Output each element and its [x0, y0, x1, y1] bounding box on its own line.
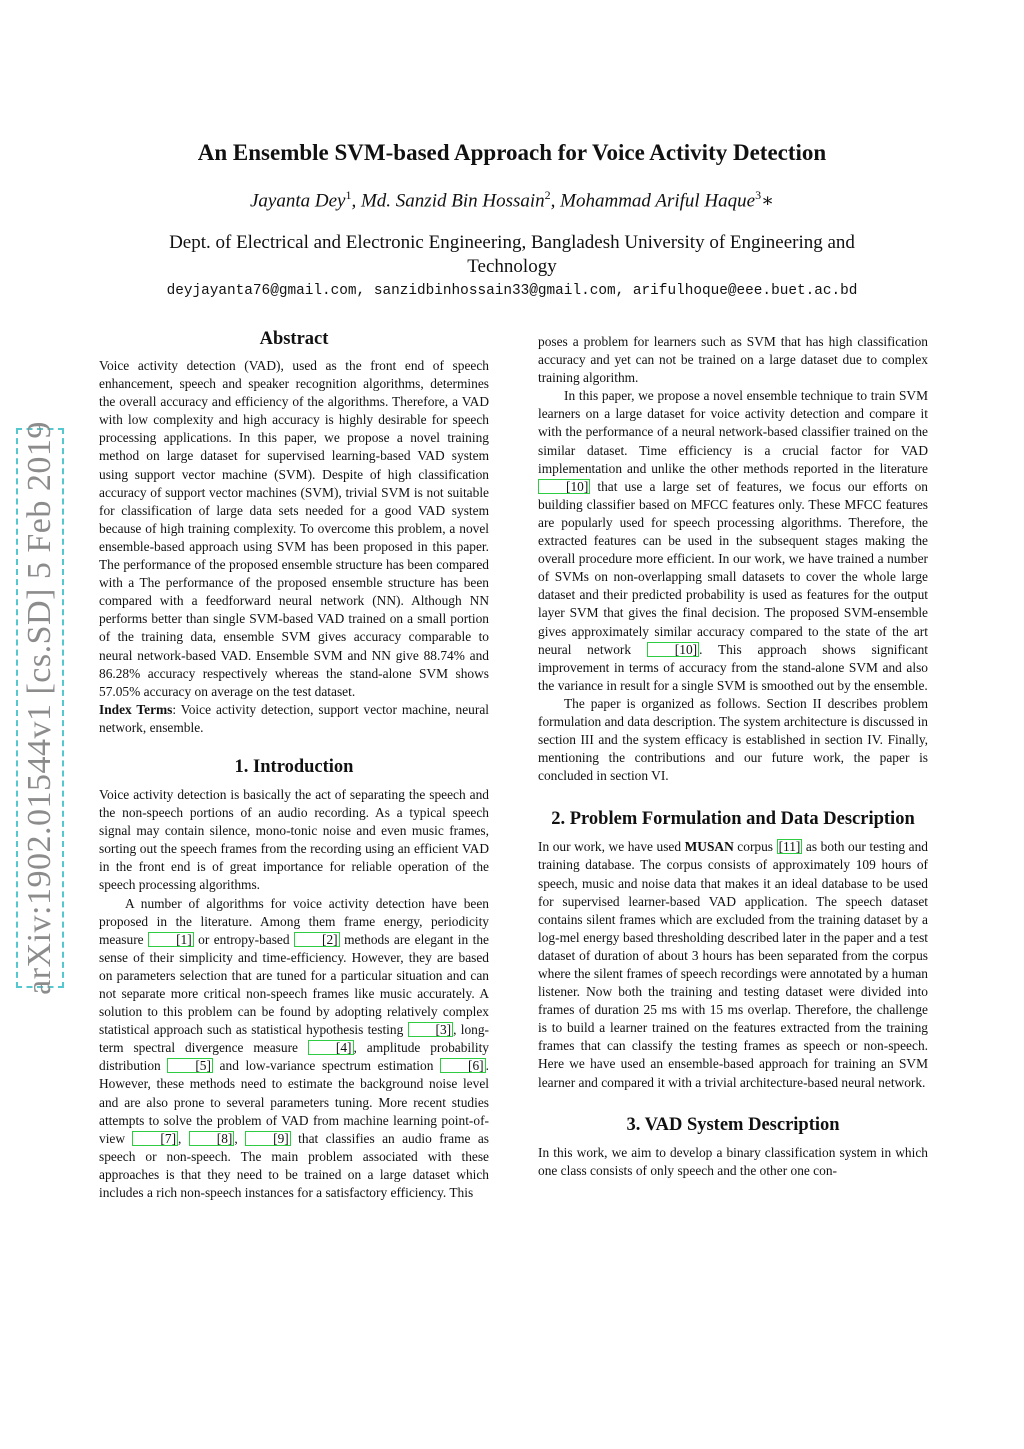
text-run: corpus [733, 839, 777, 855]
text-run: as both our testing and training database. The corpus consists of approximately 109 hours of speech, music and noise data that makes it an ideal database to be used for supervised learner-based VAD application. The speech dataset contains silent frames which are excluded from the training dataset by a log-mel energy based thresholding described later in the paper and a test dataset of duration of about 3 hours has been separated from the corpus where the silent frames of speech recordings were annotated by a human listener. Now both the training and testing dataset were divided into frames of duration 25 ms with 15 ms overlap. Therefore, the challenge is to build a learner trained on the features extracted from the training frames that can classify the testing frames as speech or non-speech. Here we have used an ensemble-based approach for training an SVM learner and compared it with a trivial architecture-based neural network. [538, 839, 928, 1090]
author-affiliation-mark: 2 [544, 188, 551, 202]
text-run: In our work, we have used [538, 839, 685, 855]
vad-system-paragraph: In this work, we aim to develop a binary classification system in which one class consists of only speech and the other one con- [538, 1144, 928, 1178]
author-emails: deyjayanta76@gmail.com, sanzidbinhossain33@gmail.com, arifulhoque@eee.buet.ac.bd [166, 283, 858, 299]
text-run: methods are elegant in the sense of their simplicity and time-efficiency. However, they are based on parameters selection that are tuned for a particular situation and can not separate more critical non-speech frames like music accurately. A solution to this problem can be found by adopting relatively complex statistical approach such as statistical hypothesis testing [99, 931, 489, 1038]
citation-link[interactable]: [10] [538, 479, 590, 494]
problem-formulation-heading: 2. Problem Formulation and Data Description [551, 809, 915, 830]
text-run: or entropy-based [193, 931, 295, 947]
index-terms [99, 701, 489, 737]
intro-paragraph-2 [99, 895, 489, 1203]
text-run: In this paper, we propose a novel ensemble technique to train SVM learners on a large dataset for voice activity detection and compare it with the performance of a neural network-based classifier trained on the similar dataset. Time efficiency is a crucial factor for VAD implementation and unlike the other methods reported in the literature [538, 388, 928, 476]
citation-link[interactable]: [9] [245, 1131, 291, 1146]
problem-formulation-paragraph [538, 838, 928, 1091]
index-terms-text: : Voice activity detection, support vector machine, neural network, ensemble. [99, 701, 489, 735]
text-run: . This approach shows significant improvement in terms of accuracy from the stand-alone SVM and also the variance in result for a single SVM is smoothed out by the ensemble. [538, 641, 928, 693]
text-run: A number of algorithms for voice activity detection have been proposed in the literature. Among them frame energy, periodicity measure [99, 895, 489, 947]
abstract-heading: Abstract [259, 329, 329, 349]
introduction-heading: 1. Introduction [234, 756, 354, 777]
citation-link[interactable]: [10] [647, 642, 699, 657]
text-run: that use a large set of features, we focus our efforts on building classifier based on MFCC features only. These MFCC features are popularly used for speech processing algorithms. Therefore, the extracted features can be used in the subsequent stages making the overall procedure more efficient. In our work, we have trained a number of SVMs on non-overlapping small datasets to cover the whole large dataset and their predicted probability is used as features for the output layer SVM that gives the final decision. The proposed SVM-ensemble gives approximately similar accuracy compared to the state of the art neural network [538, 478, 928, 657]
author-name: Md. Sanzid Bin Hossain [360, 190, 545, 212]
text-run: , [178, 1130, 189, 1146]
citation-link[interactable]: [5] [167, 1058, 213, 1073]
arxiv-identifier: arXiv:1902.01544v1 [cs.SD] 5 Feb 2019 [21, 421, 58, 995]
citation-link[interactable]: [8] [189, 1131, 235, 1146]
text-run: . However, these methods need to estimate the background noise level and are also prone to several parameters tuning. More recent studies attempts to solve the problem of VAD from machine learning point-of-view [99, 1058, 489, 1146]
intro-paragraph-3 [538, 387, 928, 695]
intro-paragraph-1: Voice activity detection is basically the act of separating the speech and the non-speech portions of an audio recording. As a typical speech signal may contain silence, mono-tonic noise and even music frames, sorting out the speech frames from the recording using an efficient VAD in the front end is of great importance for reliable operation of the speech processing algorithms. [99, 786, 489, 893]
arxiv-identifier-box [16, 421, 64, 995]
citation-link[interactable]: [7] [132, 1131, 178, 1146]
right-column [538, 333, 928, 1180]
author-name: Mohammad Ariful Haque [560, 190, 756, 212]
text-run: , [234, 1130, 246, 1146]
corresponding-author-mark: ∗ [761, 190, 774, 212]
author-affiliation-mark: 1 [345, 188, 352, 202]
citation-link[interactable]: [6] [440, 1058, 486, 1073]
abstract-text: Voice activity detection (VAD), used as the front end of speech enhancement, speech and speaker recognition algorithms, determines the overall accuracy and efficiency of the algorithms. Therefore, a VAD with low complexity and high accuracy is highly desirable for speech processing applications. In this paper, we propose a novel training method on large dataset for supervised learning-based VAD system using support vector machine (SVM). Despite of high classification accuracy of support vector machines (SVM), trivial SVM is not suitable for classification of large data sets needed for a good VAD system because of high training complexity. To overcome this problem, a novel ensemble-based approach using SVM has been proposed in this paper. The performance of the proposed ensemble structure has been compared with a The performance of the proposed ensemble structure has been compared with a feedforward neural network (NN). Although NN performs better than single SVM-based VAD trained on a small portion of the training data, ensemble SVM gives accuracy comparable to neural network-based VAD. Ensemble SVM and NN give 88.74% and 86.28% accuracy respectively whereas the stand-alone SVM shows 57.05% accuracy on average on the test dataset. [99, 358, 489, 699]
left-column [99, 328, 489, 1202]
paper-title: An Ensemble SVM-based Approach for Voice Activity Detection [197, 140, 827, 165]
citation-link[interactable]: [4] [308, 1040, 354, 1055]
text-run: , amplitude probability distribution [99, 1040, 489, 1074]
citation-link[interactable]: [2] [294, 932, 340, 947]
citation-link[interactable]: [1] [148, 932, 194, 947]
author-separator: , [351, 190, 361, 212]
vad-system-heading: 3. VAD System Description [626, 1114, 840, 1135]
author-name: Jayanta Dey [249, 190, 346, 212]
text-run: that classifies an audio frame as speech or non-speech. The main problem associated with these approaches is that they need to be trained on a large dataset which includes a rich non-speech instances for a satisfactory efficiency. This [99, 1130, 489, 1201]
corpus-name: MUSAN [684, 839, 734, 855]
citation-link[interactable]: [3] [408, 1022, 454, 1037]
text-run: and low-variance spectrum estimation [212, 1058, 440, 1074]
text-run: , long-term spectral divergence measure [99, 1022, 489, 1056]
citation-link[interactable]: [11] [778, 839, 801, 855]
intro-paragraph-4: The paper is organized as follows. Section II describes problem formulation and data description. The system architecture is discussed in section III and the system efficacy is established in section IV. Finally, mentioning the contributions and our future work, the paper is concluded in section VI. [538, 695, 928, 784]
author-affiliation-mark: 3 [755, 188, 762, 202]
author-list [0, 188, 1024, 212]
intro-paragraph-2-continued: poses a problem for learners such as SVM that has high classification accuracy and yet can not be trained on a large dataset due to complex training algorithm. [538, 334, 928, 386]
index-terms-label: Index Terms [99, 701, 173, 717]
affiliation: Dept. of Electrical and Electronic Engineering, Bangladesh University of Engineering and Technology [169, 232, 855, 277]
author-separator: , [550, 190, 561, 212]
